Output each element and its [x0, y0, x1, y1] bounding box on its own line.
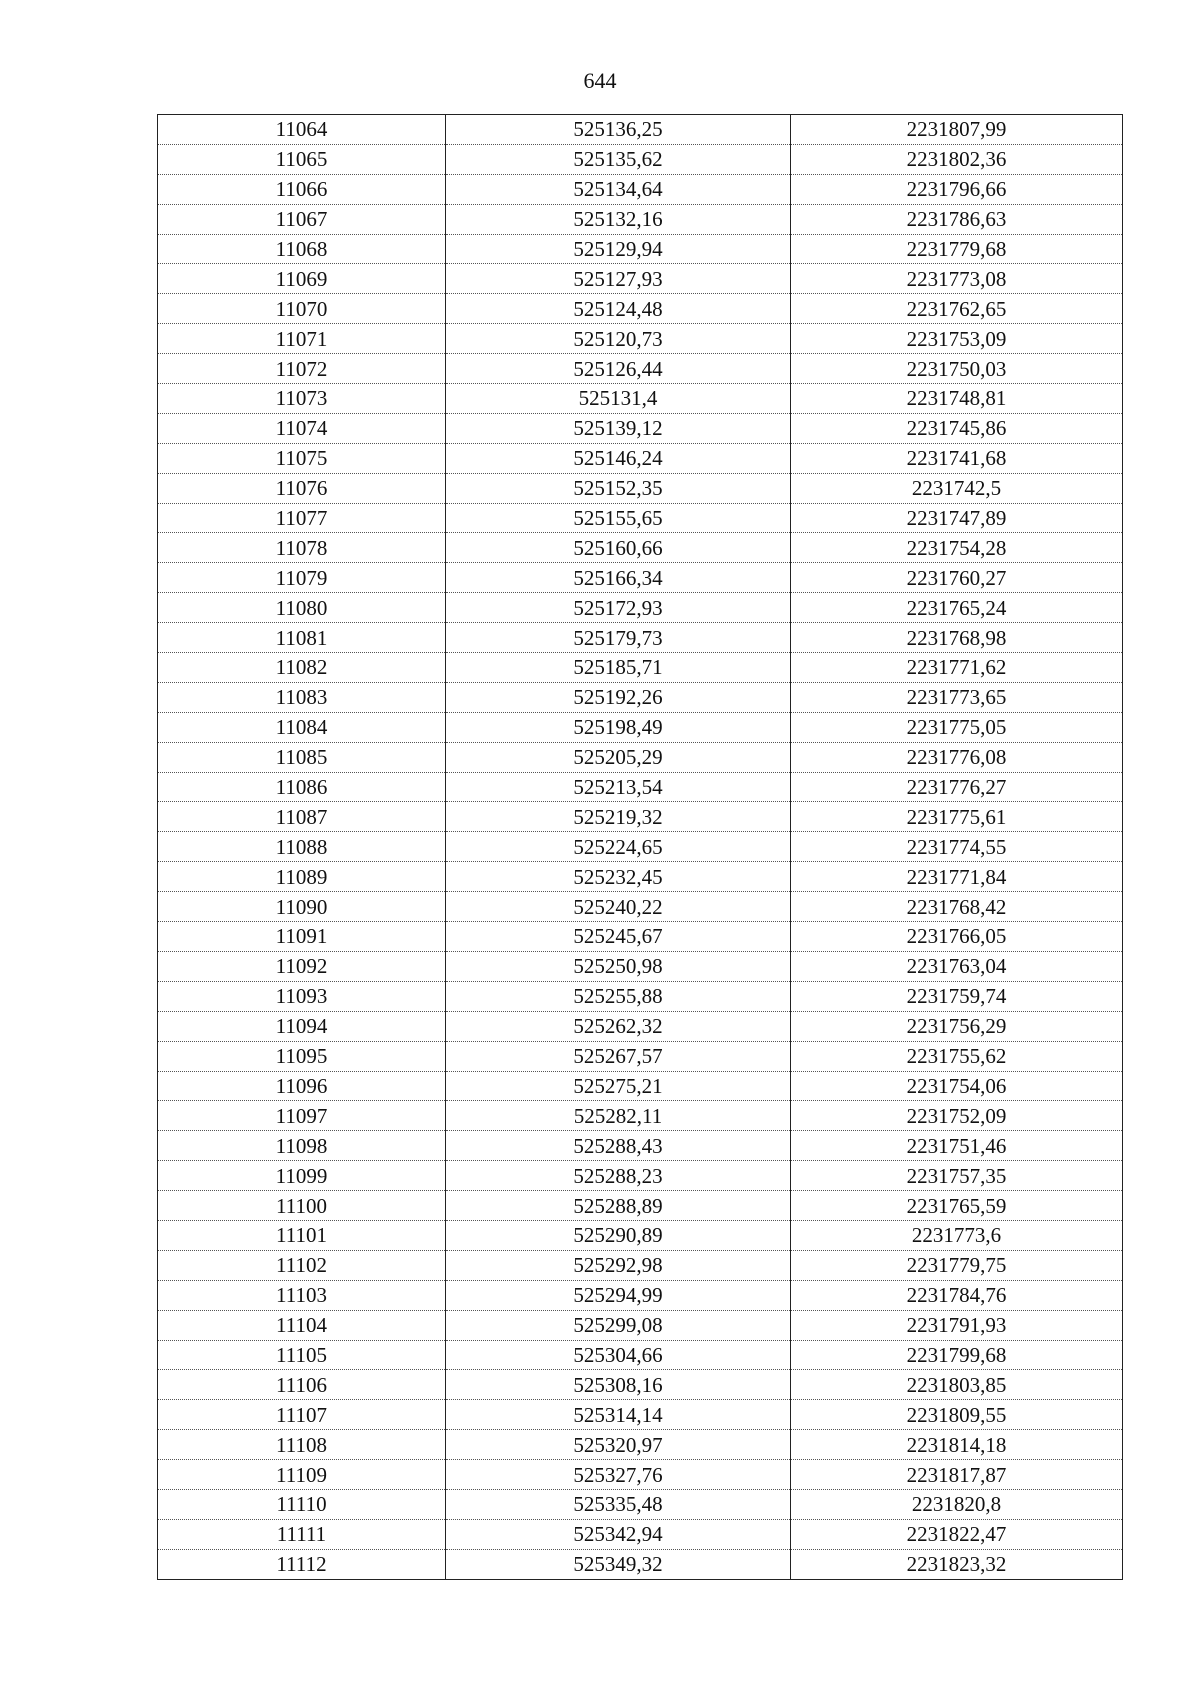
x-coordinate-cell: 525152,35 [446, 473, 791, 503]
table-row [158, 1460, 1123, 1490]
x-coordinate-cell: 525294,99 [446, 1280, 791, 1310]
x-coordinate-cell: 525314,14 [446, 1400, 791, 1430]
x-coordinate-cell: 525240,22 [446, 892, 791, 922]
table-row [158, 1011, 1123, 1041]
point-number-cell: 11069 [158, 264, 446, 294]
y-coordinate-cell: 2231756,29 [791, 1011, 1123, 1041]
y-coordinate-cell: 2231817,87 [791, 1460, 1123, 1490]
y-coordinate-cell: 2231763,04 [791, 951, 1123, 981]
point-number-cell: 11088 [158, 832, 446, 862]
x-coordinate-cell: 525304,66 [446, 1340, 791, 1370]
x-coordinate-cell: 525262,32 [446, 1011, 791, 1041]
x-coordinate-cell: 525129,94 [446, 234, 791, 264]
y-coordinate-cell: 2231768,42 [791, 892, 1123, 922]
point-number-cell: 11080 [158, 593, 446, 623]
point-number-cell: 11103 [158, 1280, 446, 1310]
x-coordinate-cell: 525132,16 [446, 204, 791, 234]
table-row [158, 533, 1123, 563]
point-number-cell: 11092 [158, 951, 446, 981]
table-row [158, 1310, 1123, 1340]
x-coordinate-cell: 525245,67 [446, 922, 791, 952]
y-coordinate-cell: 2231796,66 [791, 174, 1123, 204]
table-row [158, 772, 1123, 802]
point-number-cell: 11111 [158, 1519, 446, 1549]
x-coordinate-cell: 525288,89 [446, 1191, 791, 1221]
table-row [158, 234, 1123, 264]
x-coordinate-cell: 525198,49 [446, 712, 791, 742]
x-coordinate-cell: 525134,64 [446, 174, 791, 204]
x-coordinate-cell: 525327,76 [446, 1460, 791, 1490]
table-row [158, 1340, 1123, 1370]
point-number-cell: 11089 [158, 862, 446, 892]
y-coordinate-cell: 2231779,75 [791, 1250, 1123, 1280]
table-row [158, 354, 1123, 384]
point-number-cell: 11075 [158, 443, 446, 473]
x-coordinate-cell: 525172,93 [446, 593, 791, 623]
table-row [158, 473, 1123, 503]
y-coordinate-cell: 2231754,28 [791, 533, 1123, 563]
table-row [158, 324, 1123, 354]
y-coordinate-cell: 2231803,85 [791, 1370, 1123, 1400]
table-row [158, 742, 1123, 772]
point-number-cell: 11112 [158, 1549, 446, 1579]
table-row [158, 384, 1123, 414]
point-number-cell: 11068 [158, 234, 446, 264]
y-coordinate-cell: 2231774,55 [791, 832, 1123, 862]
point-number-cell: 11094 [158, 1011, 446, 1041]
point-number-cell: 11093 [158, 981, 446, 1011]
point-number-cell: 11105 [158, 1340, 446, 1370]
y-coordinate-cell: 2231773,65 [791, 682, 1123, 712]
y-coordinate-cell: 2231765,24 [791, 593, 1123, 623]
y-coordinate-cell: 2231765,59 [791, 1191, 1123, 1221]
y-coordinate-cell: 2231752,09 [791, 1101, 1123, 1131]
x-coordinate-cell: 525166,34 [446, 563, 791, 593]
point-number-cell: 11110 [158, 1489, 446, 1519]
x-coordinate-cell: 525124,48 [446, 294, 791, 324]
point-number-cell: 11090 [158, 892, 446, 922]
y-coordinate-cell: 2231766,05 [791, 922, 1123, 952]
table-row [158, 653, 1123, 683]
point-number-cell: 11064 [158, 115, 446, 145]
x-coordinate-cell: 525192,26 [446, 682, 791, 712]
y-coordinate-cell: 2231776,08 [791, 742, 1123, 772]
x-coordinate-cell: 525292,98 [446, 1250, 791, 1280]
coordinates-table [157, 114, 1123, 1580]
y-coordinate-cell: 2231759,74 [791, 981, 1123, 1011]
point-number-cell: 11086 [158, 772, 446, 802]
x-coordinate-cell: 525136,25 [446, 115, 791, 145]
y-coordinate-cell: 2231809,55 [791, 1400, 1123, 1430]
table-row [158, 593, 1123, 623]
table-row [158, 1071, 1123, 1101]
table-row [158, 1041, 1123, 1071]
y-coordinate-cell: 2231751,46 [791, 1131, 1123, 1161]
point-number-cell: 11098 [158, 1131, 446, 1161]
table-row [158, 1430, 1123, 1460]
x-coordinate-cell: 525308,16 [446, 1370, 791, 1400]
y-coordinate-cell: 2231748,81 [791, 384, 1123, 414]
table-row [158, 443, 1123, 473]
table-row [158, 922, 1123, 952]
point-number-cell: 11109 [158, 1460, 446, 1490]
point-number-cell: 11066 [158, 174, 446, 204]
point-number-cell: 11095 [158, 1041, 446, 1071]
y-coordinate-cell: 2231773,6 [791, 1220, 1123, 1250]
x-coordinate-cell: 525160,66 [446, 533, 791, 563]
y-coordinate-cell: 2231760,27 [791, 563, 1123, 593]
y-coordinate-cell: 2231820,8 [791, 1489, 1123, 1519]
y-coordinate-cell: 2231755,62 [791, 1041, 1123, 1071]
x-coordinate-cell: 525288,43 [446, 1131, 791, 1161]
x-coordinate-cell: 525135,62 [446, 144, 791, 174]
table-row [158, 951, 1123, 981]
x-coordinate-cell: 525224,65 [446, 832, 791, 862]
table-row [158, 174, 1123, 204]
x-coordinate-cell: 525146,24 [446, 443, 791, 473]
table-row [158, 1489, 1123, 1519]
table-row [158, 892, 1123, 922]
x-coordinate-cell: 525232,45 [446, 862, 791, 892]
table-row [158, 264, 1123, 294]
point-number-cell: 11100 [158, 1191, 446, 1221]
point-number-cell: 11081 [158, 623, 446, 653]
point-number-cell: 11096 [158, 1071, 446, 1101]
x-coordinate-cell: 525185,71 [446, 653, 791, 683]
y-coordinate-cell: 2231776,27 [791, 772, 1123, 802]
point-number-cell: 11078 [158, 533, 446, 563]
point-number-cell: 11070 [158, 294, 446, 324]
x-coordinate-cell: 525179,73 [446, 623, 791, 653]
y-coordinate-cell: 2231771,84 [791, 862, 1123, 892]
table-row [158, 1280, 1123, 1310]
y-coordinate-cell: 2231823,32 [791, 1549, 1123, 1579]
point-number-cell: 11101 [158, 1220, 446, 1250]
point-number-cell: 11085 [158, 742, 446, 772]
table-row [158, 503, 1123, 533]
point-number-cell: 11079 [158, 563, 446, 593]
y-coordinate-cell: 2231753,09 [791, 324, 1123, 354]
table-row [158, 294, 1123, 324]
point-number-cell: 11077 [158, 503, 446, 533]
coordinates-table-body [158, 115, 1123, 1580]
table-row [158, 1161, 1123, 1191]
y-coordinate-cell: 2231747,89 [791, 503, 1123, 533]
x-coordinate-cell: 525131,4 [446, 384, 791, 414]
table-row [158, 981, 1123, 1011]
x-coordinate-cell: 525320,97 [446, 1430, 791, 1460]
table-row [158, 413, 1123, 443]
y-coordinate-cell: 2231771,62 [791, 653, 1123, 683]
point-number-cell: 11083 [158, 682, 446, 712]
y-coordinate-cell: 2231757,35 [791, 1161, 1123, 1191]
x-coordinate-cell: 525288,23 [446, 1161, 791, 1191]
table-row [158, 115, 1123, 145]
y-coordinate-cell: 2231802,36 [791, 144, 1123, 174]
point-number-cell: 11106 [158, 1370, 446, 1400]
x-coordinate-cell: 525127,93 [446, 264, 791, 294]
y-coordinate-cell: 2231786,63 [791, 204, 1123, 234]
table-row [158, 1191, 1123, 1221]
point-number-cell: 11074 [158, 413, 446, 443]
x-coordinate-cell: 525205,29 [446, 742, 791, 772]
y-coordinate-cell: 2231807,99 [791, 115, 1123, 145]
table-row [158, 862, 1123, 892]
table-row [158, 1519, 1123, 1549]
table-row [158, 1250, 1123, 1280]
x-coordinate-cell: 525213,54 [446, 772, 791, 802]
point-number-cell: 11107 [158, 1400, 446, 1430]
point-number-cell: 11072 [158, 354, 446, 384]
y-coordinate-cell: 2231742,5 [791, 473, 1123, 503]
point-number-cell: 11091 [158, 922, 446, 952]
page-number: 644 [583, 68, 617, 93]
table-row [158, 712, 1123, 742]
x-coordinate-cell: 525255,88 [446, 981, 791, 1011]
y-coordinate-cell: 2231750,03 [791, 354, 1123, 384]
y-coordinate-cell: 2231775,61 [791, 802, 1123, 832]
x-coordinate-cell: 525275,21 [446, 1071, 791, 1101]
table-row [158, 144, 1123, 174]
point-number-cell: 11099 [158, 1161, 446, 1191]
y-coordinate-cell: 2231762,65 [791, 294, 1123, 324]
point-number-cell: 11071 [158, 324, 446, 354]
y-coordinate-cell: 2231799,68 [791, 1340, 1123, 1370]
y-coordinate-cell: 2231768,98 [791, 623, 1123, 653]
y-coordinate-cell: 2231814,18 [791, 1430, 1123, 1460]
point-number-cell: 11076 [158, 473, 446, 503]
x-coordinate-cell: 525250,98 [446, 951, 791, 981]
table-row [158, 832, 1123, 862]
x-coordinate-cell: 525139,12 [446, 413, 791, 443]
table-row [158, 1131, 1123, 1161]
point-number-cell: 11104 [158, 1310, 446, 1340]
table-row [158, 204, 1123, 234]
point-number-cell: 11073 [158, 384, 446, 414]
y-coordinate-cell: 2231775,05 [791, 712, 1123, 742]
y-coordinate-cell: 2231822,47 [791, 1519, 1123, 1549]
x-coordinate-cell: 525267,57 [446, 1041, 791, 1071]
table-row [158, 1220, 1123, 1250]
x-coordinate-cell: 525290,89 [446, 1220, 791, 1250]
y-coordinate-cell: 2231773,08 [791, 264, 1123, 294]
table-row [158, 682, 1123, 712]
table-row [158, 1549, 1123, 1579]
y-coordinate-cell: 2231791,93 [791, 1310, 1123, 1340]
y-coordinate-cell: 2231754,06 [791, 1071, 1123, 1101]
y-coordinate-cell: 2231779,68 [791, 234, 1123, 264]
point-number-cell: 11087 [158, 802, 446, 832]
y-coordinate-cell: 2231745,86 [791, 413, 1123, 443]
x-coordinate-cell: 525126,44 [446, 354, 791, 384]
x-coordinate-cell: 525349,32 [446, 1549, 791, 1579]
x-coordinate-cell: 525282,11 [446, 1101, 791, 1131]
x-coordinate-cell: 525219,32 [446, 802, 791, 832]
point-number-cell: 11102 [158, 1250, 446, 1280]
point-number-cell: 11108 [158, 1430, 446, 1460]
y-coordinate-cell: 2231741,68 [791, 443, 1123, 473]
point-number-cell: 11097 [158, 1101, 446, 1131]
point-number-cell: 11084 [158, 712, 446, 742]
x-coordinate-cell: 525120,73 [446, 324, 791, 354]
point-number-cell: 11065 [158, 144, 446, 174]
table-row [158, 802, 1123, 832]
x-coordinate-cell: 525299,08 [446, 1310, 791, 1340]
table-row [158, 1370, 1123, 1400]
y-coordinate-cell: 2231784,76 [791, 1280, 1123, 1310]
table-row [158, 623, 1123, 653]
x-coordinate-cell: 525335,48 [446, 1489, 791, 1519]
table-row [158, 1101, 1123, 1131]
x-coordinate-cell: 525155,65 [446, 503, 791, 533]
x-coordinate-cell: 525342,94 [446, 1519, 791, 1549]
table-row [158, 563, 1123, 593]
point-number-cell: 11067 [158, 204, 446, 234]
point-number-cell: 11082 [158, 653, 446, 683]
table-row [158, 1400, 1123, 1430]
